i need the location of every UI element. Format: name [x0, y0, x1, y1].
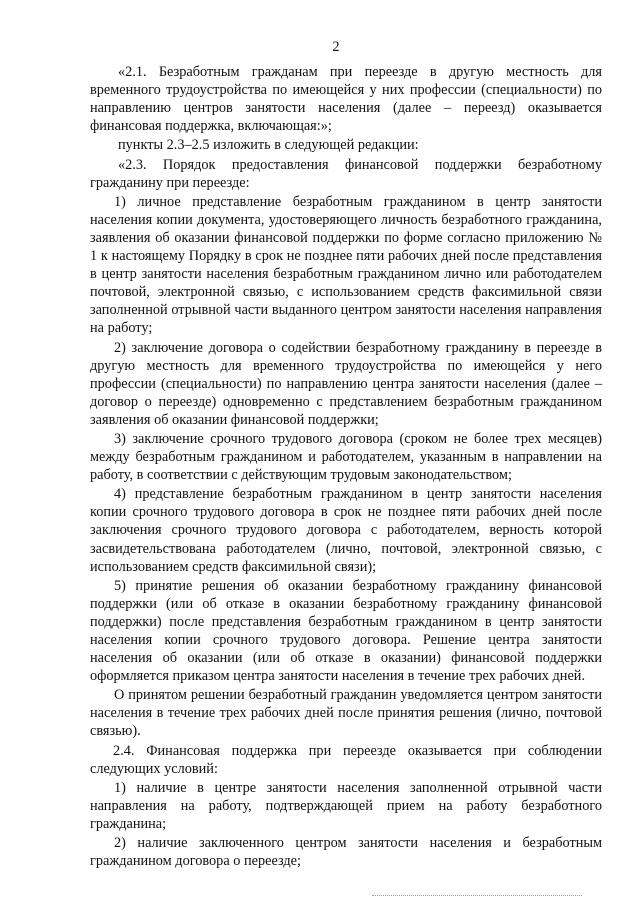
paragraph-2-3: «2.3. Порядок предоставления финансовой поддержки безработному гражданину при переезде:	[90, 156, 602, 191]
list-item-2-3-4: 4) представление безработным гражданином в центр занятости населения копии срочного трудового договора в срок не позднее пяти рабочих дней после заключения срочного трудового договора с работодателем, верность которой засвидетельствована работодателем (лично, почтовой, электронной связью, с использованием средств факсимильной связи);	[90, 486, 602, 575]
list-item-2-4-1: 1) наличие в центре занятости населения заполненной отрывной части направления на работу, подтверждающей прием на работу безработного гражданина;	[90, 779, 602, 832]
page-number: 2	[332, 39, 340, 55]
document-body	[90, 63, 602, 870]
list-item-2-3-1: 1) личное представление безработным гражданином в центр занятости населения копии документа, удостоверяющего личность безработного гражданина, заявления об оказании финансовой поддержки по форме согласно приложению № 1 к настоящему Порядку в срок не позднее пяти рабочих дней после представления в центр занятости населения безработным гражданином лично или работодателем почтовой, электронной связью, с использованием средств факсимильной связи заполненной отрывной части выданного центром занятости населения направления на работу;	[90, 193, 602, 337]
list-item-2-3-2: 2) заключение договора о содействии безработному гражданину в переезде в другую местность для временного трудоустройства по имеющейся у него профессии (специальности) по направлению центра занятости населения (далее – договор о переезде) одновременно с представлением безработным гражданином заявления об оказании финансовой поддержки;	[90, 339, 602, 428]
paragraph-amendment-intro: пункты 2.3–2.5 изложить в следующей редакции:	[118, 137, 419, 154]
paragraph-2-1: «2.1. Безработным гражданам при переезде в другую местность для временного трудоустройства по имеющейся у них профессии (специальности) по направлению центров занятости населения (далее – переезд) оказывается финансовая поддержка, включающая:»;	[90, 64, 602, 135]
paragraph-2-4: 2.4. Финансовая поддержка при переезде оказывается при соблюдении следующих условий:	[90, 742, 602, 777]
paragraph-notification: О принятом решении безработный гражданин уведомляется центром занятости населения в течение трех рабочих дней после принятия решения (лично, почтовой связью).	[90, 687, 602, 740]
scan-edge-artifact	[372, 895, 582, 897]
list-item-2-4-2: 2) наличие заключенного центром занятости населения и безработным гражданином договора о переезде;	[90, 835, 602, 870]
list-item-2-3-3: 3) заключение срочного трудового договора (сроком не более трех месяцев) между безработным гражданином и работодателем, указанным в направлении на работу, в соответствии с действующим трудовым законодательством;	[90, 430, 602, 484]
document-page	[90, 38, 602, 871]
list-item-2-3-5: 5) принятие решения об оказании безработному гражданину финансовой поддержки (или об отказе в оказании безработному гражданину финансовой поддержки) после представления безработным гражданином в центр занятости населения копии срочного трудового договора. Решение центра занятости населения об оказании (или об отказе в оказании) финансовой поддержки оформляется приказом центра занятости населения в течение трех рабочих дней.	[90, 577, 602, 685]
